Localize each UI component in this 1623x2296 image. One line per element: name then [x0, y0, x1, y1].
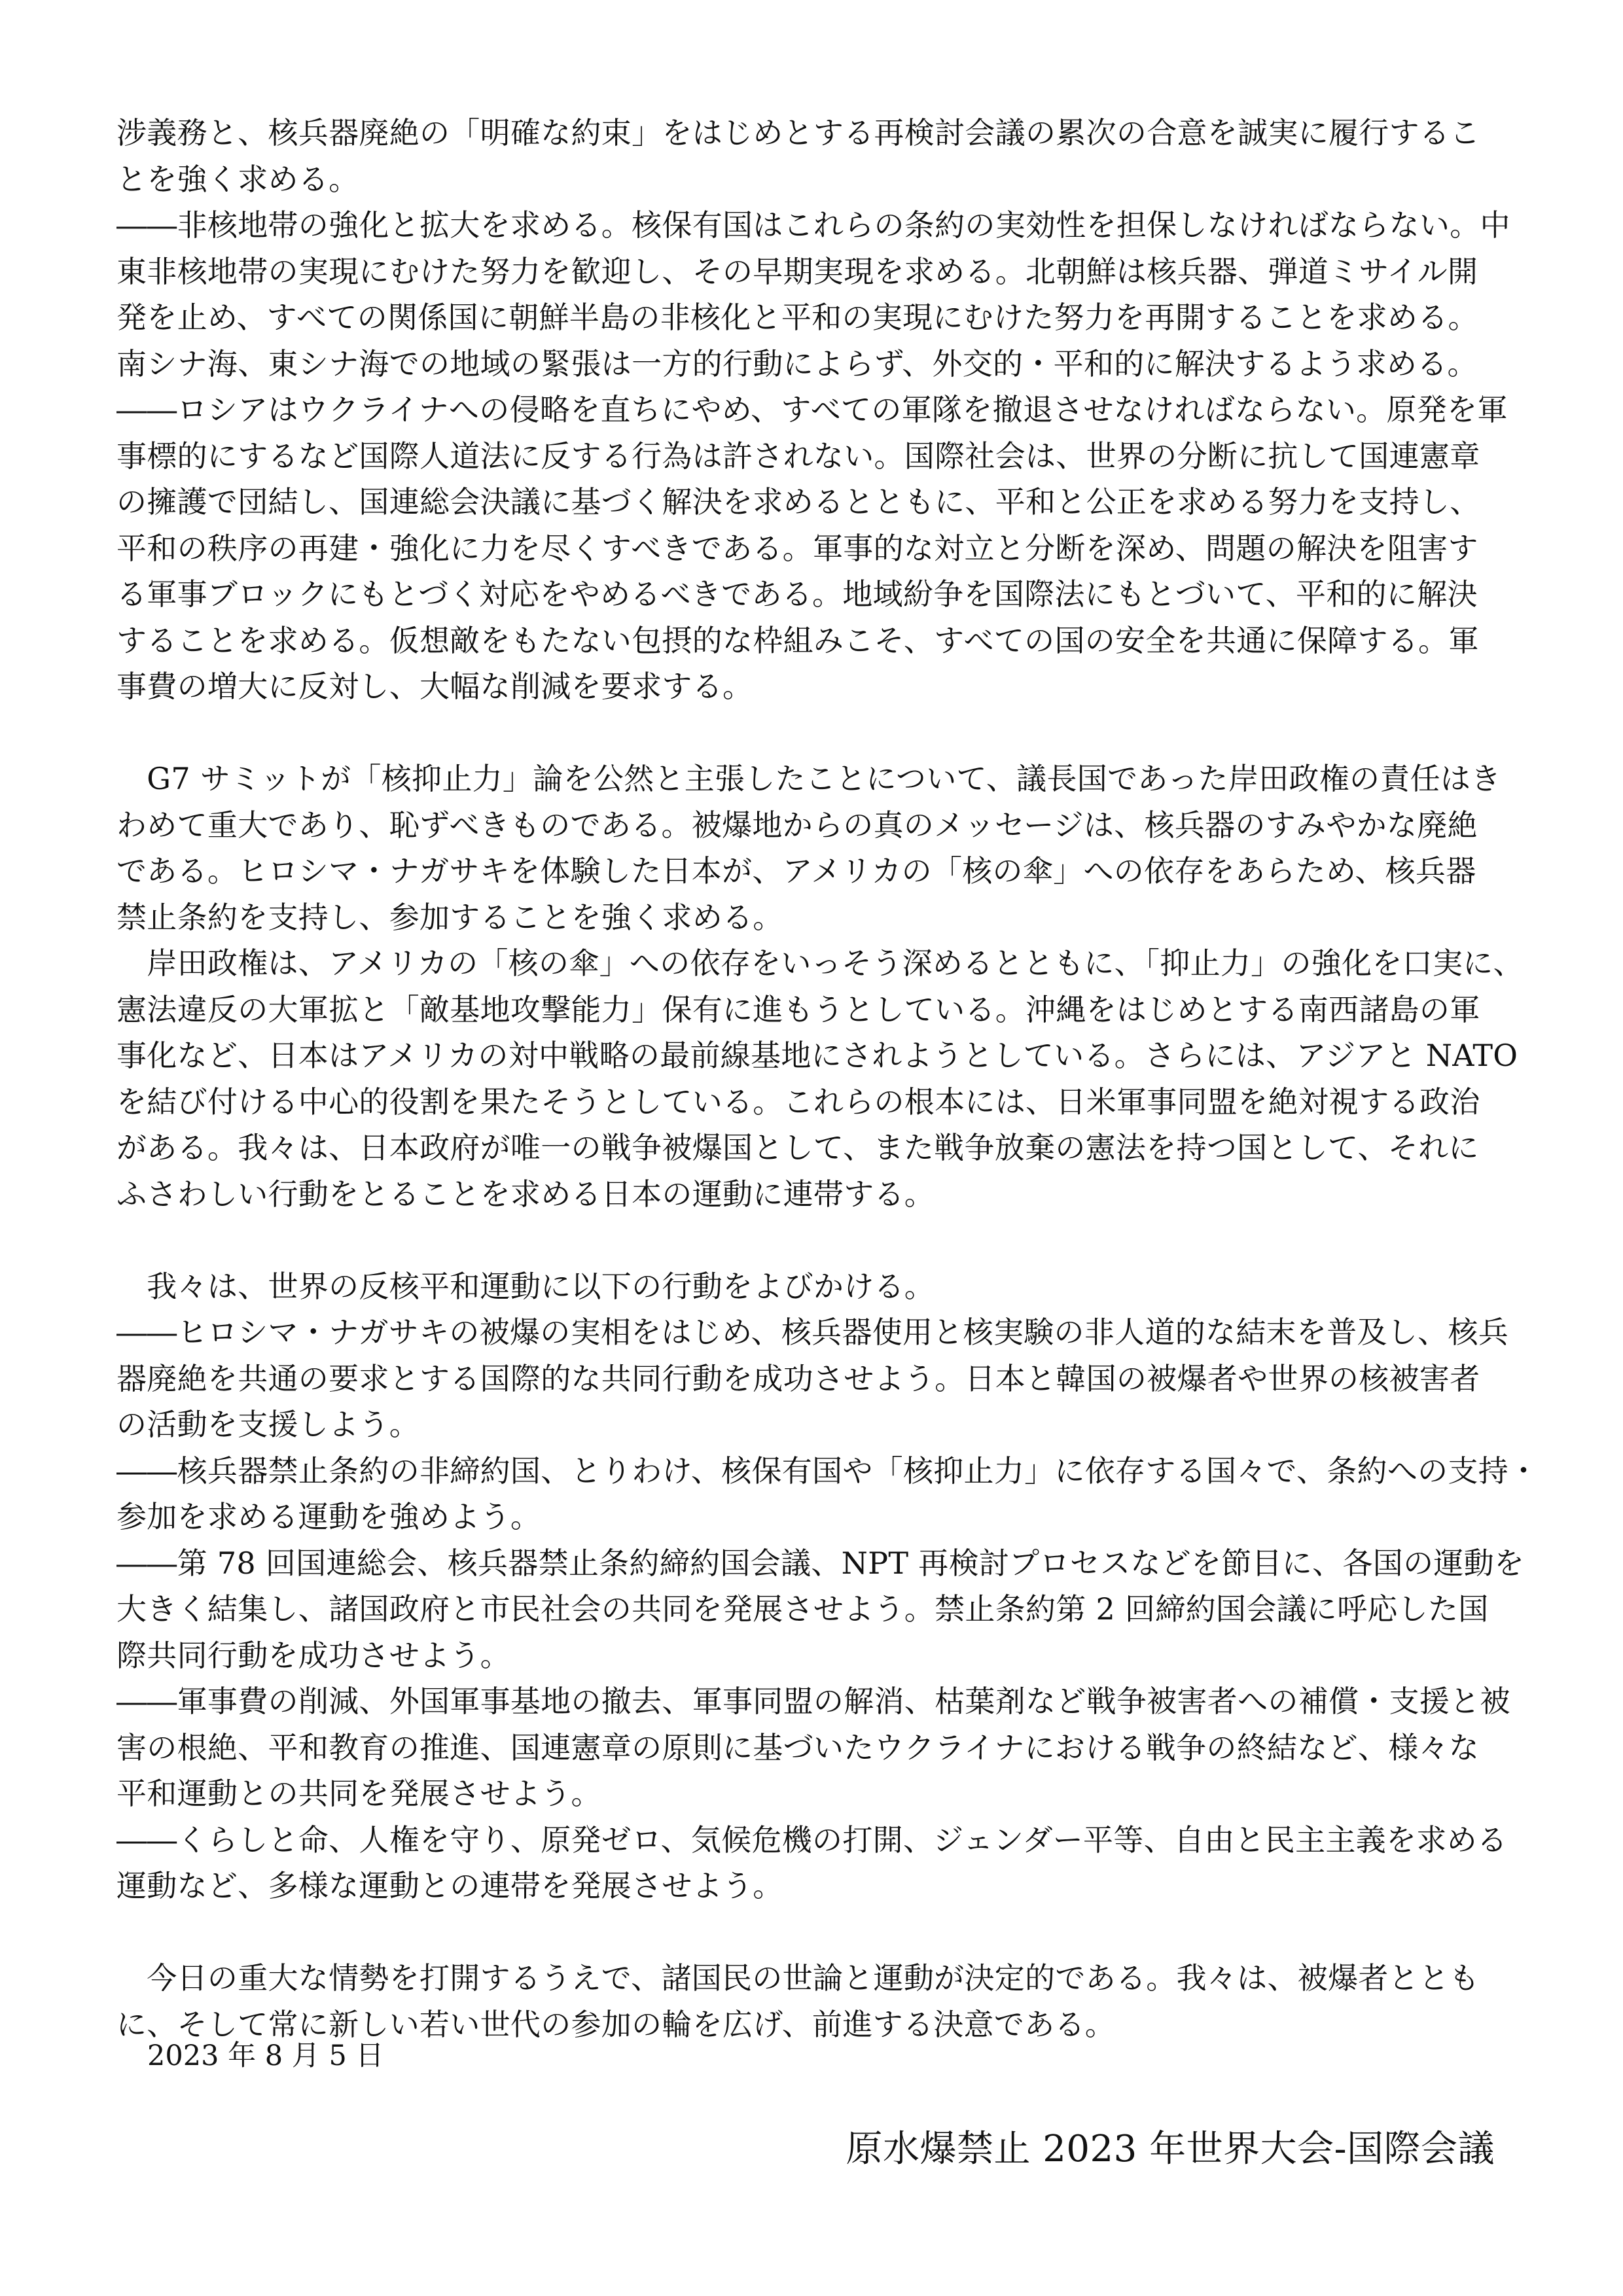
document-body — [116, 110, 1539, 2047]
text-line: ふさわしい行動をとることを求める日本の運動に連帯する。 — [116, 1176, 935, 1212]
text-line: 我々は、世界の反核平和運動に以下の行動をよびかける。 — [116, 1268, 935, 1304]
text-line: ――非核地帯の強化と拡大を求める。核保有国はこれらの条約の実効性を担保しなければならない。中 — [116, 207, 1510, 243]
text-line: の活動を支援しよう。 — [116, 1407, 419, 1442]
text-line: 憲法違反の大軍拡と「敵基地攻撃能力」保有に進もうとしている。沖縄をはじめとする南西諸島の軍 — [116, 991, 1480, 1027]
text-line: 今日の重大な情勢を打開するうえで、諸国民の世論と運動が決定的である。我々は、被爆者ととも — [116, 1960, 1480, 1996]
text-line: 事化など、日本はアメリカの対中戦略の最前線基地にされようとしている。さらには、アジアと NATO — [116, 1038, 1518, 1073]
text-line: 事標的にするなど国際人道法に反する行為は許されない。国際社会は、世界の分断に抗して国連憲章 — [116, 438, 1480, 474]
text-line: ――ヒロシマ・ナガサキの被爆の実相をはじめ、核兵器使用と核実験の非人道的な結末を普及し、核兵 — [116, 1315, 1509, 1350]
text-line: 運動など、多様な運動との連帯を発展させよう。 — [116, 1868, 783, 1903]
text-line: 平和の秩序の再建・強化に力を尽くすべきである。軍事的な対立と分断を深め、問題の解決を阻害す — [116, 530, 1478, 566]
text-line: 参加を求める運動を強めよう。 — [116, 1499, 541, 1534]
paragraph-gap — [116, 1217, 1507, 1263]
paragraph-gap — [116, 710, 1507, 756]
text-line: 平和運動との共同を発展させよう。 — [116, 1776, 601, 1811]
text-line: ――核兵器禁止条約の非締約国、とりわけ、核保有国や「核抑止力」に依存する国々で、条約への支持・ — [116, 1453, 1539, 1489]
text-line: わめて重大であり、恥ずべきものである。被爆地からの真のメッセージは、核兵器のすみやかな廃絶 — [116, 807, 1478, 843]
text-line: 東非核地帯の実現にむけた努力を歓迎し、その早期実現を求める。北朝鮮は核兵器、弾道ミサイル開 — [116, 253, 1478, 289]
text-line: ――くらしと命、人権を守り、原発ゼロ、気候危機の打開、ジェンダー平等、自由と民主主義を求める — [116, 1822, 1508, 1858]
text-line: 禁止条約を支持し、参加することを強く求める。 — [116, 899, 783, 935]
text-line: することを求める。仮想敵をもたない包摂的な枠組みこそ、すべての国の安全を共通に保障する。軍 — [116, 622, 1479, 658]
text-line: ――第 78 回国連総会、核兵器禁止条約締約国会議、NPT 再検討プロセスなどを節目に、各国の運動を — [116, 1545, 1525, 1581]
text-line: 岸田政権は、アメリカの「核の傘」への依存をいっそう深めるとともに、「抑止力」の強化を口実に、 — [116, 945, 1524, 981]
text-line: ――ロシアはウクライナへの侵略を直ちにやめ、すべての軍隊を撤退させなければならない。原発を軍 — [116, 392, 1508, 427]
paragraph-gap — [116, 1909, 1507, 1956]
text-line: に、そして常に新しい若い世代の参加の輪を広げ、前進する決意である。 — [116, 2006, 1116, 2042]
text-line: ――軍事費の削減、外国軍事基地の撤去、軍事同盟の解消、枯葉剤など戦争被害者への補償・支援と被 — [116, 1684, 1510, 1719]
text-line: 涉義務と、核兵器廃絶の「明確な約束」をはじめとする再検討会議の累次の合意を誠実に履行するこ — [116, 115, 1480, 150]
text-line: G7 サミットが「核抑止力」論を公然と主張したことについて、議長国であった岸田政権の責任はき — [116, 761, 1501, 796]
text-line: 際共同行動を成功させよう。 — [116, 1637, 510, 1673]
text-line: がある。我々は、日本政府が唯一の戦争被爆国として、また戦争放棄の憲法を持つ国として、それに — [116, 1130, 1479, 1165]
text-line: とを強く求める。 — [116, 161, 359, 197]
document-date: 2023 年 8 月 5 日 — [147, 2040, 384, 2072]
text-line: 発を止め、すべての関係国に朝鮮半島の非核化と平和の実現にむけた努力を再開することを求める。 — [116, 300, 1478, 335]
document-signature: 原水爆禁止 2023 年世界大会-国際会議 — [846, 2128, 1495, 2170]
text-line: 南シナ海、東シナ海での地域の緊張は一方的行動によらず、外交的・平和的に解決するよう求める。 — [116, 345, 1478, 381]
text-line: 事費の増大に反対し、大幅な削減を要求する。 — [116, 669, 753, 704]
text-line: である。ヒロシマ・ナガサキを体験した日本が、アメリカの「核の傘」への依存をあらため、核兵器 — [116, 853, 1476, 889]
text-line: の擁護で団結し、国連総会決議に基づく解決を求めるとともに、平和と公正を求める努力を支持し、 — [116, 484, 1480, 520]
text-line: る軍事ブロックにもとづく対応をやめるべきである。地域紛争を国際法にもとづいて、平和的に解決 — [116, 576, 1478, 612]
text-line: を結び付ける中心的役割を果たそうとしている。これらの根本には、日米軍事同盟を絶対視する政治 — [116, 1084, 1480, 1120]
text-line: 害の根絶、平和教育の推進、国連憲章の原則に基づいたウクライナにおける戦争の終結など、様々な — [116, 1729, 1480, 1765]
text-line: 器廃絶を共通の要求とする国際的な共同行動を成功させよう。日本と韓国の被爆者や世界の核被害者 — [116, 1360, 1480, 1396]
text-line: 大きく結集し、諸国政府と市民社会の共同を発展させよう。禁止条約第 2 回締約国会議に呼応した国 — [116, 1591, 1489, 1627]
